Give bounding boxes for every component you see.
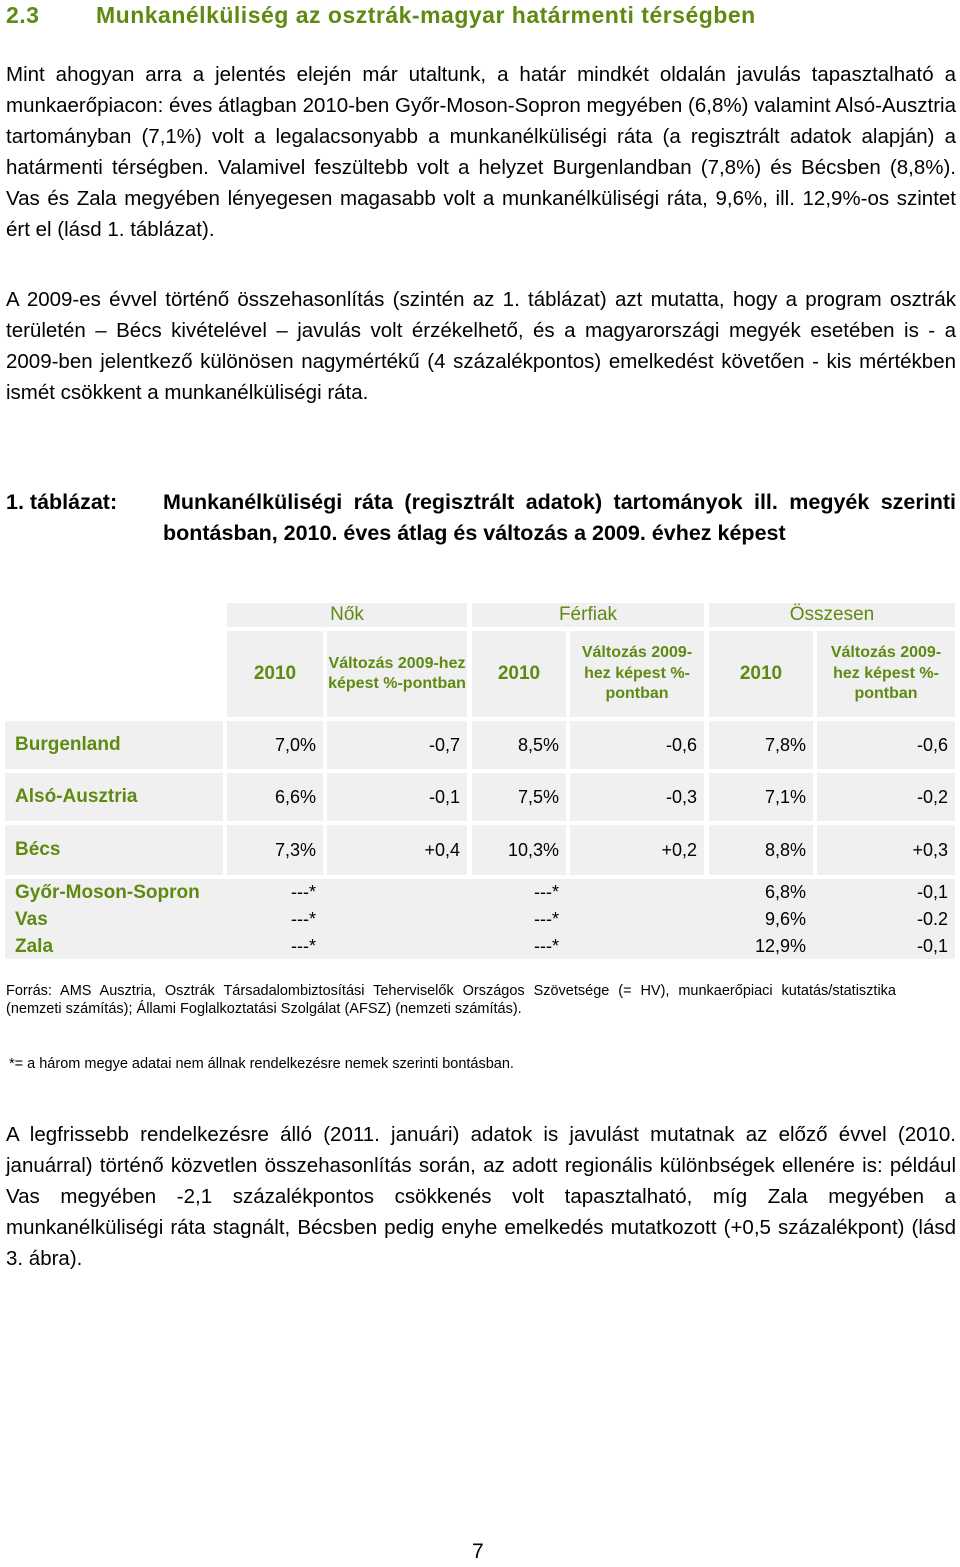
row-label-zala: Zala (15, 935, 54, 957)
table-cell: +0,3 (817, 825, 955, 875)
row-label-gyor-moson-sopron: Győr-Moson-Sopron (15, 881, 200, 903)
table-cell: +0,2 (570, 825, 704, 875)
table-cell: ---* (291, 882, 316, 902)
header-group-men: Férfiak (472, 603, 704, 627)
table-cell: 6,6% (227, 773, 323, 821)
table-cell: 7,8% (709, 721, 813, 769)
table-cell: 7,1% (709, 773, 813, 821)
table-cell: -0.2 (916, 909, 948, 929)
row-label-becs: Bécs (5, 825, 223, 875)
table-cell: 7,5% (472, 773, 566, 821)
header-year-women: 2010 (227, 631, 323, 717)
table-caption-label: 1. táblázat: (6, 490, 118, 514)
header-change-women: Változás 2009-hez képest %-pontban (327, 631, 467, 717)
row-label-burgenland: Burgenland (5, 721, 223, 769)
table-cell: 12,9% (754, 936, 806, 956)
closing-paragraph: A legfrissebb rendelkezésre álló (2011. januári) adatok is javulást mutatnak az előző évvel (2010. januárral) történő közvetlen összehasonlítás során, az adott regionális különbségek ellenére is: például Vas megyében -2,1 százalékpontos csökkenés volt tapasztalható, míg Zala megyében a munkanélküliségi ráta stagnált, Bécsben pedig enyhe emelkedés mutatkozott (+0,5 százalékpont) (lásd 3. ábra). (6, 1123, 956, 1270)
header-group-women: Nők (227, 603, 467, 627)
table-cell: -0,1 (916, 882, 948, 902)
comparison-paragraph: A 2009-es évvel történő összehasonlítás (szintén az 1. táblázat) azt mutatta, hogy a program osztrák területén – Bécs kivételével – javulás volt érzékelhető, és a magyarországi megyék esetében is - a 2009-ben jelentkező különösen nagymértékű (4 százalékpontos) emelkedést követően - kis mértékben ismét csökkent a munkanélküliségi ráta. (6, 288, 956, 404)
section-title: Munkanélküliség az osztrák-magyar határmenti térségben (96, 2, 756, 28)
header-change-total: Változás 2009-hez képest %-pontban (817, 631, 955, 717)
table-cell: -0,2 (817, 773, 955, 821)
page-number: 7 (472, 1540, 484, 1563)
table-cell: 10,3% (472, 825, 566, 875)
table-cell: 6,8% (764, 882, 806, 902)
table-cell: 8,8% (709, 825, 813, 875)
header-change-men: Változás 2009-hez képest %-pontban (570, 631, 704, 717)
header-group-total: Összesen (709, 603, 955, 627)
table-cell: -0,1 (916, 936, 948, 956)
source-note: Forrás: AMS Ausztria, Osztrák Társadalombiztosítási Teherviselők Országos Szövetsége (= HV), munkaerőpiaci kutatás/statisztika (nemzeti számítás); Állami Foglalkoztatási Szolgálat (AFSZ) (nemzeti számítás). (6, 983, 896, 1017)
table-cell: -0,3 (570, 773, 704, 821)
table-cell: 8,5% (472, 721, 566, 769)
table-cell: 7,0% (227, 721, 323, 769)
table-cell: -0,6 (570, 721, 704, 769)
table-cell: ---* (291, 909, 316, 929)
table-cell: -0,6 (817, 721, 955, 769)
table-cell: -0,1 (327, 773, 467, 821)
table-cell: ---* (534, 909, 559, 929)
table-caption (6, 487, 956, 549)
table-caption-text: Munkanélküliségi ráta (regisztrált adatok) tartományok ill. megyék szerinti bontásban, 2010. éves átlag és változás a 2009. évhez képest (163, 490, 956, 545)
footnote: *= a három megye adatai nem állnak rendelkezésre nemek szerinti bontásban. (9, 1056, 514, 1072)
intro-paragraph: Mint ahogyan arra a jelentés elején már utaltunk, a határ mindkét oldalán javulás tapasztalható a munkaerőpiacon: éves átlagban 2010-ben Győr-Moson-Sopron megyében (6,8%) valamint Alsó-Ausztria tartományban (7,1%) volt a legalacsonyabb a munkanélküliségi ráta (a regisztrált adatok alapján) a határmenti térségben. Valamivel feszültebb volt a helyzet Burgenlandban (7,8%) és Bécsben (8,8%). Vas és Zala megyében lényegesen magasabb volt a munkanélküliségi ráta, 9,6%, ill. 12,9%-os szintet ért el (lásd 1. táblázat). (6, 63, 956, 241)
section-heading (6, 0, 956, 30)
section-number: 2.3 (6, 2, 40, 28)
table-cell: +0,4 (327, 825, 467, 875)
table-cell: ---* (291, 936, 316, 956)
header-year-total: 2010 (709, 631, 813, 717)
table-cell: -0,7 (327, 721, 467, 769)
row-label-vas: Vas (15, 908, 48, 930)
row-label-also-ausztria: Alsó-Ausztria (5, 773, 223, 821)
table-cell: 9,6% (764, 909, 806, 929)
table-cell: ---* (534, 936, 559, 956)
table-cell: ---* (534, 882, 559, 902)
header-year-men: 2010 (472, 631, 566, 717)
table-cell: 7,3% (227, 825, 323, 875)
